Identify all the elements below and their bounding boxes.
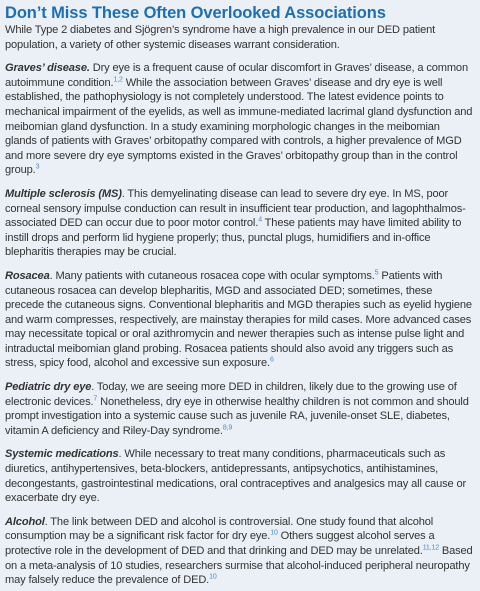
section-text: . While necessary to treat many conditions, pharmaceuticals such as diuretics, antihypertensives, beta-blockers, antidepressants, antipsychotics, antihistamines, decongestants, gastrointestinal medications, oral contraceptives and analgesics may all cause or exacerbate dry eye.: [5, 448, 467, 505]
citation-superscript: 10: [270, 529, 278, 537]
section-text: While the association between Graves’ disease and dry eye is well established, the pathophysiology is not completely understood. The latest evidence points to mechanical impairment of the eyelids, as well as immune-mediated lacrimal gland dysfunction and meibomian gland dysfunction. In a study examining morphologic changes in the meibomian glands of patients with Graves’ orbitopathy compared with controls, a higher prevalence of MGD and more severe dry eye symptoms existed in the Graves’ orbitopathy group than in the control group.: [5, 76, 473, 177]
citation-superscript: 1,2: [113, 76, 123, 84]
section-term: Pediatric dry eye: [5, 381, 92, 394]
section-text: . This demyelinating disease can lead to severe dry eye. In MS, poor corneal sensory impulse conduction can result in insufficient tear production, and lagophthalmos-associated DED can occur due to poor motor control.: [5, 187, 466, 230]
section-text: . Many patients with cutaneous rosacea cope with ocular symptoms.: [49, 269, 375, 282]
intro-paragraph: While Type 2 diabetes and Sjögren’s syndrome have a high prevalence in our DED patient population, a variety of other systemic diseases warrant consideration.: [5, 24, 436, 51]
section-text: . Today, we are seeing more DED in children, likely due to the growing use of electronic devices.: [5, 381, 457, 408]
section-paragraph: [5, 187, 474, 260]
section-term: Alcohol: [5, 515, 45, 528]
sections-container: [5, 61, 474, 588]
section-paragraph: [5, 61, 474, 178]
section-text: Others suggest alcohol serves a protective role in the development of DED and that drinking and DED may be unrelated.: [5, 530, 435, 557]
section: [5, 515, 474, 588]
section: [5, 269, 474, 371]
section-paragraph: [5, 447, 474, 505]
section-paragraph: [5, 515, 474, 588]
citation-superscript: 8,9: [222, 424, 233, 432]
section-paragraph: [5, 380, 474, 438]
section-term: Systemic medications: [5, 448, 119, 461]
section-text: . The link between DED and alcohol is controversial. One study found that alcohol consumption may be a significant risk factor for dry eye.: [5, 515, 434, 543]
section-text: These patients may have limited ability to instill drops and perform lid hygiene properly; thus, punctal plugs, humidifiers and in-office blepharitis therapies may be crucial.: [5, 217, 462, 259]
citation-superscript: 6: [269, 356, 274, 364]
section-term: Graves’ disease.: [5, 62, 90, 75]
section-paragraph: [5, 269, 474, 371]
citation-superscript: 5: [374, 269, 379, 277]
section: [5, 380, 474, 438]
section-text: Nonetheless, dry eye in otherwise healthy children is not common and should prompt investigation into a systemic cause such as juvenile RA, juvenile-onset SLE, diabetes, vitamin A deficiency and Riley-Day syndrome.: [5, 395, 469, 437]
section: [5, 61, 474, 178]
citation-superscript: 4: [258, 216, 262, 224]
citation-superscript: 3: [35, 163, 40, 171]
citation-superscript: 10: [209, 573, 217, 581]
section: [5, 187, 474, 260]
article-title: Don’t Miss These Often Overlooked Associations: [5, 4, 386, 22]
section-term: Rosacea: [5, 269, 50, 282]
section-text: Patients with cutaneous rosacea can develop blepharitis, MGD and associated DED; sometimes, these precede the cutaneous signs. Conventional blepharitis and MGD therapies such as eyelid hygiene and warm compresses, respectively, are mainstay therapies for mild cases. More advanced cases may necessitate topical or oral azithromycin and newer therapies such as intense pulse light and intraductal meibomian gland probing. Rosacea patients should also avoid any triggers such as stress, spicy food, alcohol and excessive sun exposure.: [5, 269, 472, 370]
section-text: Based on a meta-analysis of 10 studies, researchers surmise that alcohol-induced peripheral neuropathy may falsely reduce the prevalence of DED.: [5, 545, 473, 587]
section-text: Dry eye is a frequent cause of ocular discomfort in Graves’ disease, a common autoimmune condition.: [5, 62, 468, 89]
section: [5, 447, 474, 505]
citation-superscript: 7: [93, 394, 98, 402]
citation-superscript: 11,12: [422, 544, 439, 552]
section-term: Multiple sclerosis (MS): [5, 187, 122, 200]
